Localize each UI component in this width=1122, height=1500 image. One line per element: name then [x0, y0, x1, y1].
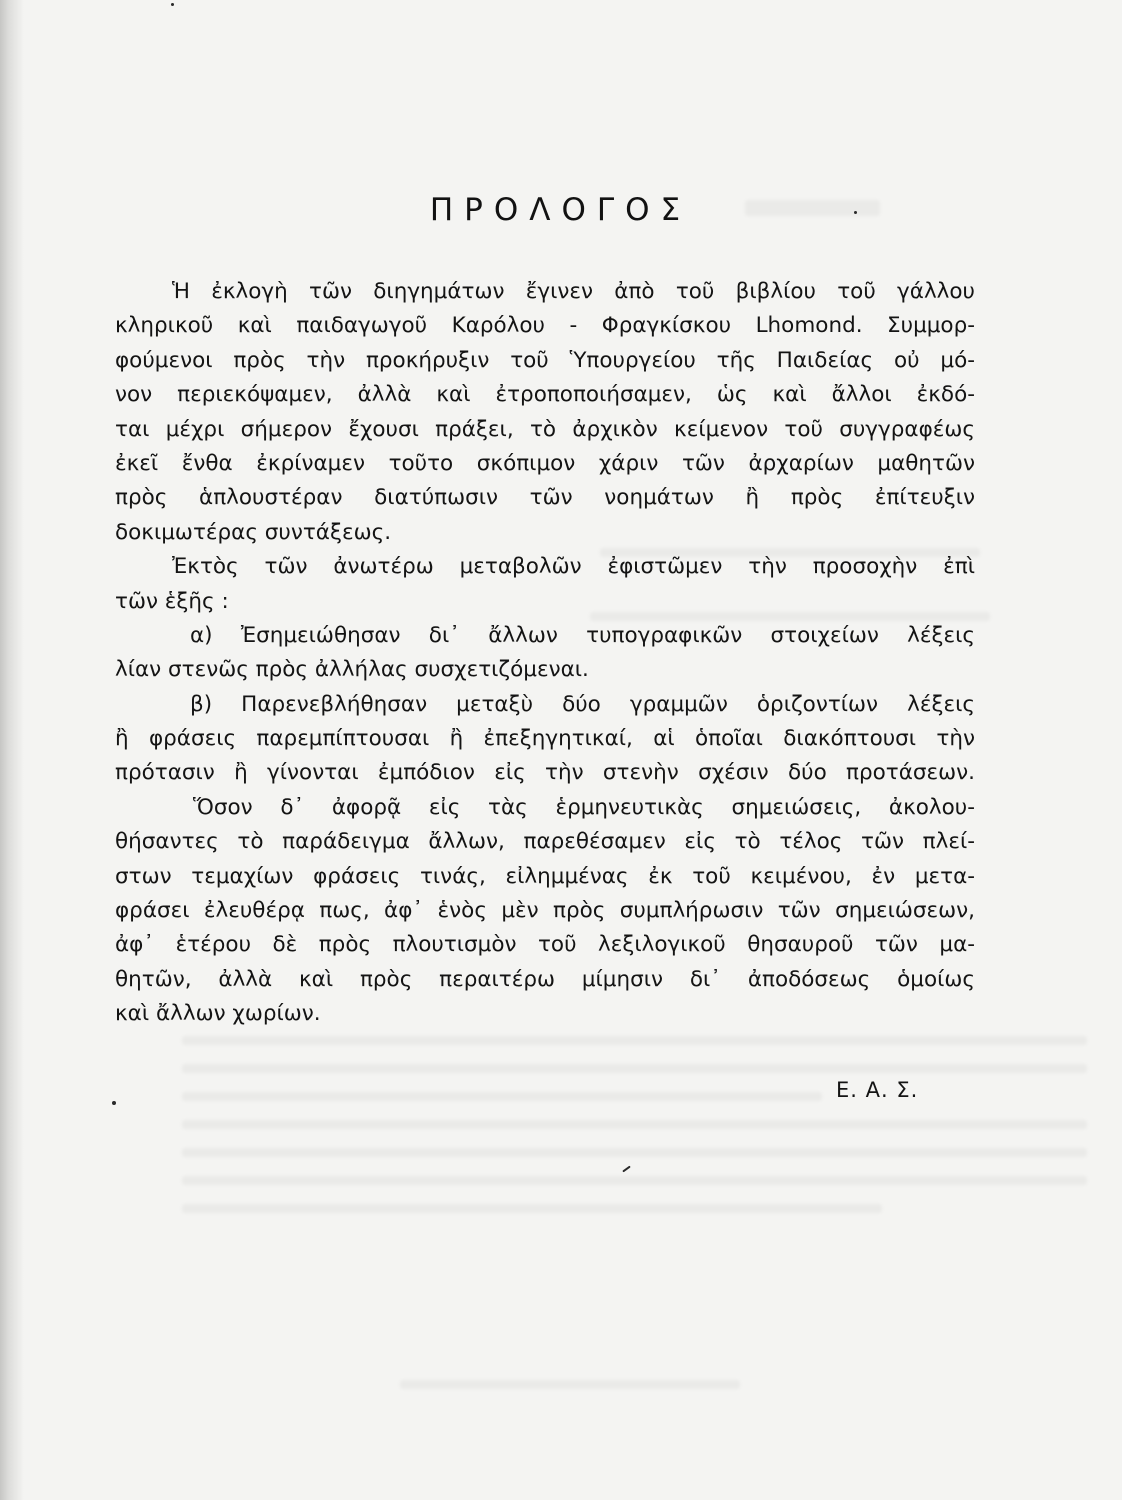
bleed-through-mark — [182, 1204, 882, 1213]
text-line: Ὅσον δ᾽ ἀφορᾷ εἰς τὰς ἑρμηνευτικὰς σημειώσεις, ἀκολου- — [193, 794, 975, 820]
text-line: τῶν ἑξῆς : — [115, 588, 229, 614]
text-line: καὶ ἄλλων χωρίων. — [115, 1001, 321, 1027]
paragraph-3 — [115, 791, 975, 1032]
text-line: θητῶν, ἀλλὰ καὶ πρὸς περαιτέρω μίμησιν δι᾽ ἀποδόσεως ὁμοίως — [115, 966, 975, 992]
bleed-through-mark — [745, 200, 880, 216]
text-line: ἀφ᾽ ἑτέρου δὲ πρὸς πλουτισμὸν τοῦ λεξιλογικοῦ θησαυροῦ τῶν μα- — [115, 932, 975, 958]
dust-speck — [171, 3, 174, 6]
list-item-a — [115, 619, 975, 688]
bleed-through-mark — [182, 1176, 1087, 1185]
text-line: φράσει ἐλευθέρᾳ πως, ἀφ᾽ ἑνὸς μὲν πρὸς συμπλήρωσιν τῶν σημειώσεων, — [115, 898, 975, 924]
text-line: Ἐκτὸς τῶν ἀνωτέρω μεταβολῶν ἐφιστῶμεν τὴν προσοχὴν ἐπὶ — [172, 554, 975, 580]
list-item-b — [115, 688, 975, 791]
page-title: ΠΡΟΛΟΓΟΣ — [429, 192, 692, 228]
text-line: πρότασιν ἢ γίνονται ἐμπόδιον εἰς τὴν στενὴν σχέσιν δύο προτάσεων. — [115, 760, 975, 786]
bleed-through-mark — [182, 1092, 822, 1101]
scan-edge-shadow — [0, 0, 24, 1500]
paragraph-2 — [115, 550, 975, 619]
text-line: ἐκεῖ ἔνθα ἐκρίναμεν τοῦτο σκόπιμον χάριν τῶν ἀρχαρίων μαθητῶν — [115, 450, 975, 476]
dust-speck — [622, 1166, 631, 1173]
bleed-through-mark — [182, 1064, 1087, 1073]
dust-speck — [112, 1101, 116, 1105]
text-line: φούμενοι πρὸς τὴν προκήρυξιν τοῦ Ὑπουργείου τῆς Παιδείας οὐ μό- — [115, 347, 975, 373]
text-line: κληρικοῦ καὶ παιδαγωγοῦ Καρόλου - Φραγκίσκου Lhomond. Συμμορ- — [115, 313, 975, 339]
dust-speck — [854, 211, 857, 214]
signature-initials: Ε. Α. Σ. — [836, 1078, 919, 1102]
paragraph-1 — [115, 275, 975, 550]
preface-body — [115, 275, 975, 1032]
text-line: πρὸς ἁπλουστέραν διατύπωσιν τῶν νοημάτων ἢ πρὸς ἐπίτευξιν — [115, 485, 975, 511]
bleed-through-mark — [400, 1380, 740, 1389]
text-line: ται μέχρι σήμερον ἔχουσι πράξει, τὸ ἀρχικὸν κείμενον τοῦ συγγραφέως — [115, 416, 975, 442]
text-line: θήσαντες τὸ παράδειγμα ἄλλων, παρεθέσαμεν εἰς τὸ τέλος τῶν πλεί- — [115, 829, 975, 855]
text-line: Ἡ ἐκλογὴ τῶν διηγημάτων ἔγινεν ἀπὸ τοῦ βιβλίου τοῦ γάλλου — [172, 279, 975, 304]
text-line: νον περιεκόψαμεν, ἀλλὰ καὶ ἐτροποποιήσαμεν, ὡς καὶ ἄλλοι ἐκδό- — [115, 382, 975, 408]
text-line: στων τεμαχίων φράσεις τινάς, εἰλημμένας ἐκ τοῦ κειμένου, ἐν μετα- — [115, 863, 975, 889]
text-line: δοκιμωτέρας συντάξεως. — [115, 519, 392, 545]
text-line: ἢ φράσεις παρεμπίπτουσαι ἢ ἐπεξηγητικαί, αἱ ὁποῖαι διακόπτουσι τὴν — [115, 726, 975, 752]
bleed-through-mark — [182, 1120, 1087, 1129]
bleed-through-mark — [182, 1148, 1087, 1157]
bleed-through-mark — [182, 1036, 1087, 1045]
text-line: λίαν στενῶς πρὸς ἀλλήλας συσχετιζόμεναι. — [115, 657, 589, 683]
text-line: β) Παρενεβλήθησαν μεταξὺ δύο γραμμῶν ὁριζοντίων λέξεις — [190, 691, 975, 717]
text-line: α) Ἐσημειώθησαν δι᾽ ἄλλων τυπογραφικῶν στοιχείων λέξεις — [190, 622, 975, 648]
